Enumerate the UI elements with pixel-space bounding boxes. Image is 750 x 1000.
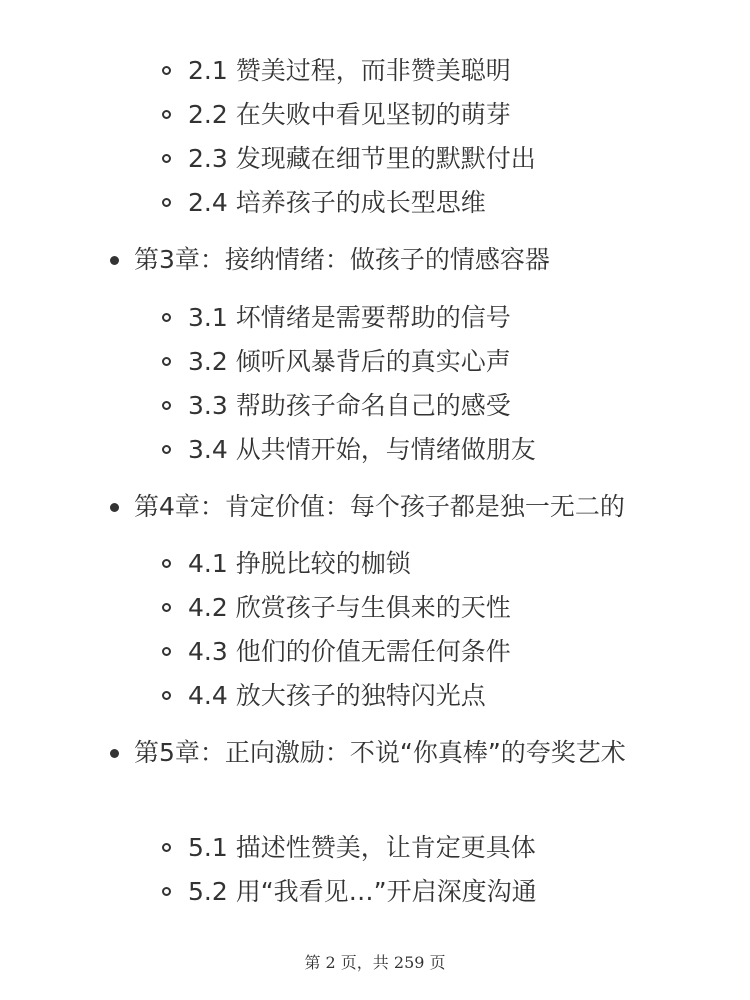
hollow-bullet-icon	[162, 66, 171, 75]
toc-subsection-label: 2.4 培养孩子的成长型思维	[188, 188, 486, 217]
hollow-bullet-icon	[162, 198, 171, 207]
toc-chapter-label: 第4章：肯定价值：每个孩子都是独一无二的	[134, 492, 625, 521]
hollow-bullet-icon	[162, 313, 171, 322]
toc-subsection-label: 5.1 描述性赞美，让肯定更具体	[188, 833, 536, 862]
toc-subsection-label: 3.4 从共情开始，与情绪做朋友	[188, 435, 536, 464]
hollow-bullet-icon	[162, 559, 171, 568]
toc-subsection-label: 4.4 放大孩子的独特闪光点	[188, 681, 486, 710]
filled-bullet-icon	[110, 256, 119, 265]
hollow-bullet-icon	[162, 603, 171, 612]
toc-chapter-label: 第5章：正向激励：不说“你真棒”的夸奖艺术	[134, 738, 626, 767]
toc-subsection-label: 4.3 他们的价值无需任何条件	[188, 637, 511, 666]
page-number-footer: 第 2 页，共 259 页	[304, 953, 446, 972]
filled-bullet-icon	[110, 503, 119, 512]
toc-subsection-label: 2.3 发现藏在细节里的默默付出	[188, 144, 536, 173]
toc-subsection-label: 4.2 欣赏孩子与生俱来的天性	[188, 593, 511, 622]
filled-bullet-icon	[110, 749, 119, 758]
toc-subsection-label: 3.1 坏情绪是需要帮助的信号	[188, 303, 511, 332]
hollow-bullet-icon	[162, 647, 171, 656]
hollow-bullet-icon	[162, 691, 171, 700]
hollow-bullet-icon	[162, 110, 171, 119]
hollow-bullet-icon	[162, 843, 171, 852]
toc-subsection-label: 3.2 倾听风暴背后的真实心声	[188, 347, 511, 376]
toc-chapter-label: 第3章：接纳情绪：做孩子的情感容器	[134, 245, 550, 274]
toc-subsection-label: 3.3 帮助孩子命名自己的感受	[188, 391, 511, 420]
toc-subsection-label: 2.1 赞美过程，而非赞美聪明	[188, 56, 511, 85]
hollow-bullet-icon	[162, 357, 171, 366]
toc-subsection-label: 5.2 用“我看见…”开启深度沟通	[188, 877, 537, 906]
toc-subsection-label: 2.2 在失败中看见坚韧的萌芽	[188, 100, 511, 129]
hollow-bullet-icon	[162, 154, 171, 163]
hollow-bullet-icon	[162, 401, 171, 410]
hollow-bullet-icon	[162, 887, 171, 896]
toc-subsection-label: 4.1 挣脱比较的枷锁	[188, 549, 411, 578]
hollow-bullet-icon	[162, 445, 171, 454]
